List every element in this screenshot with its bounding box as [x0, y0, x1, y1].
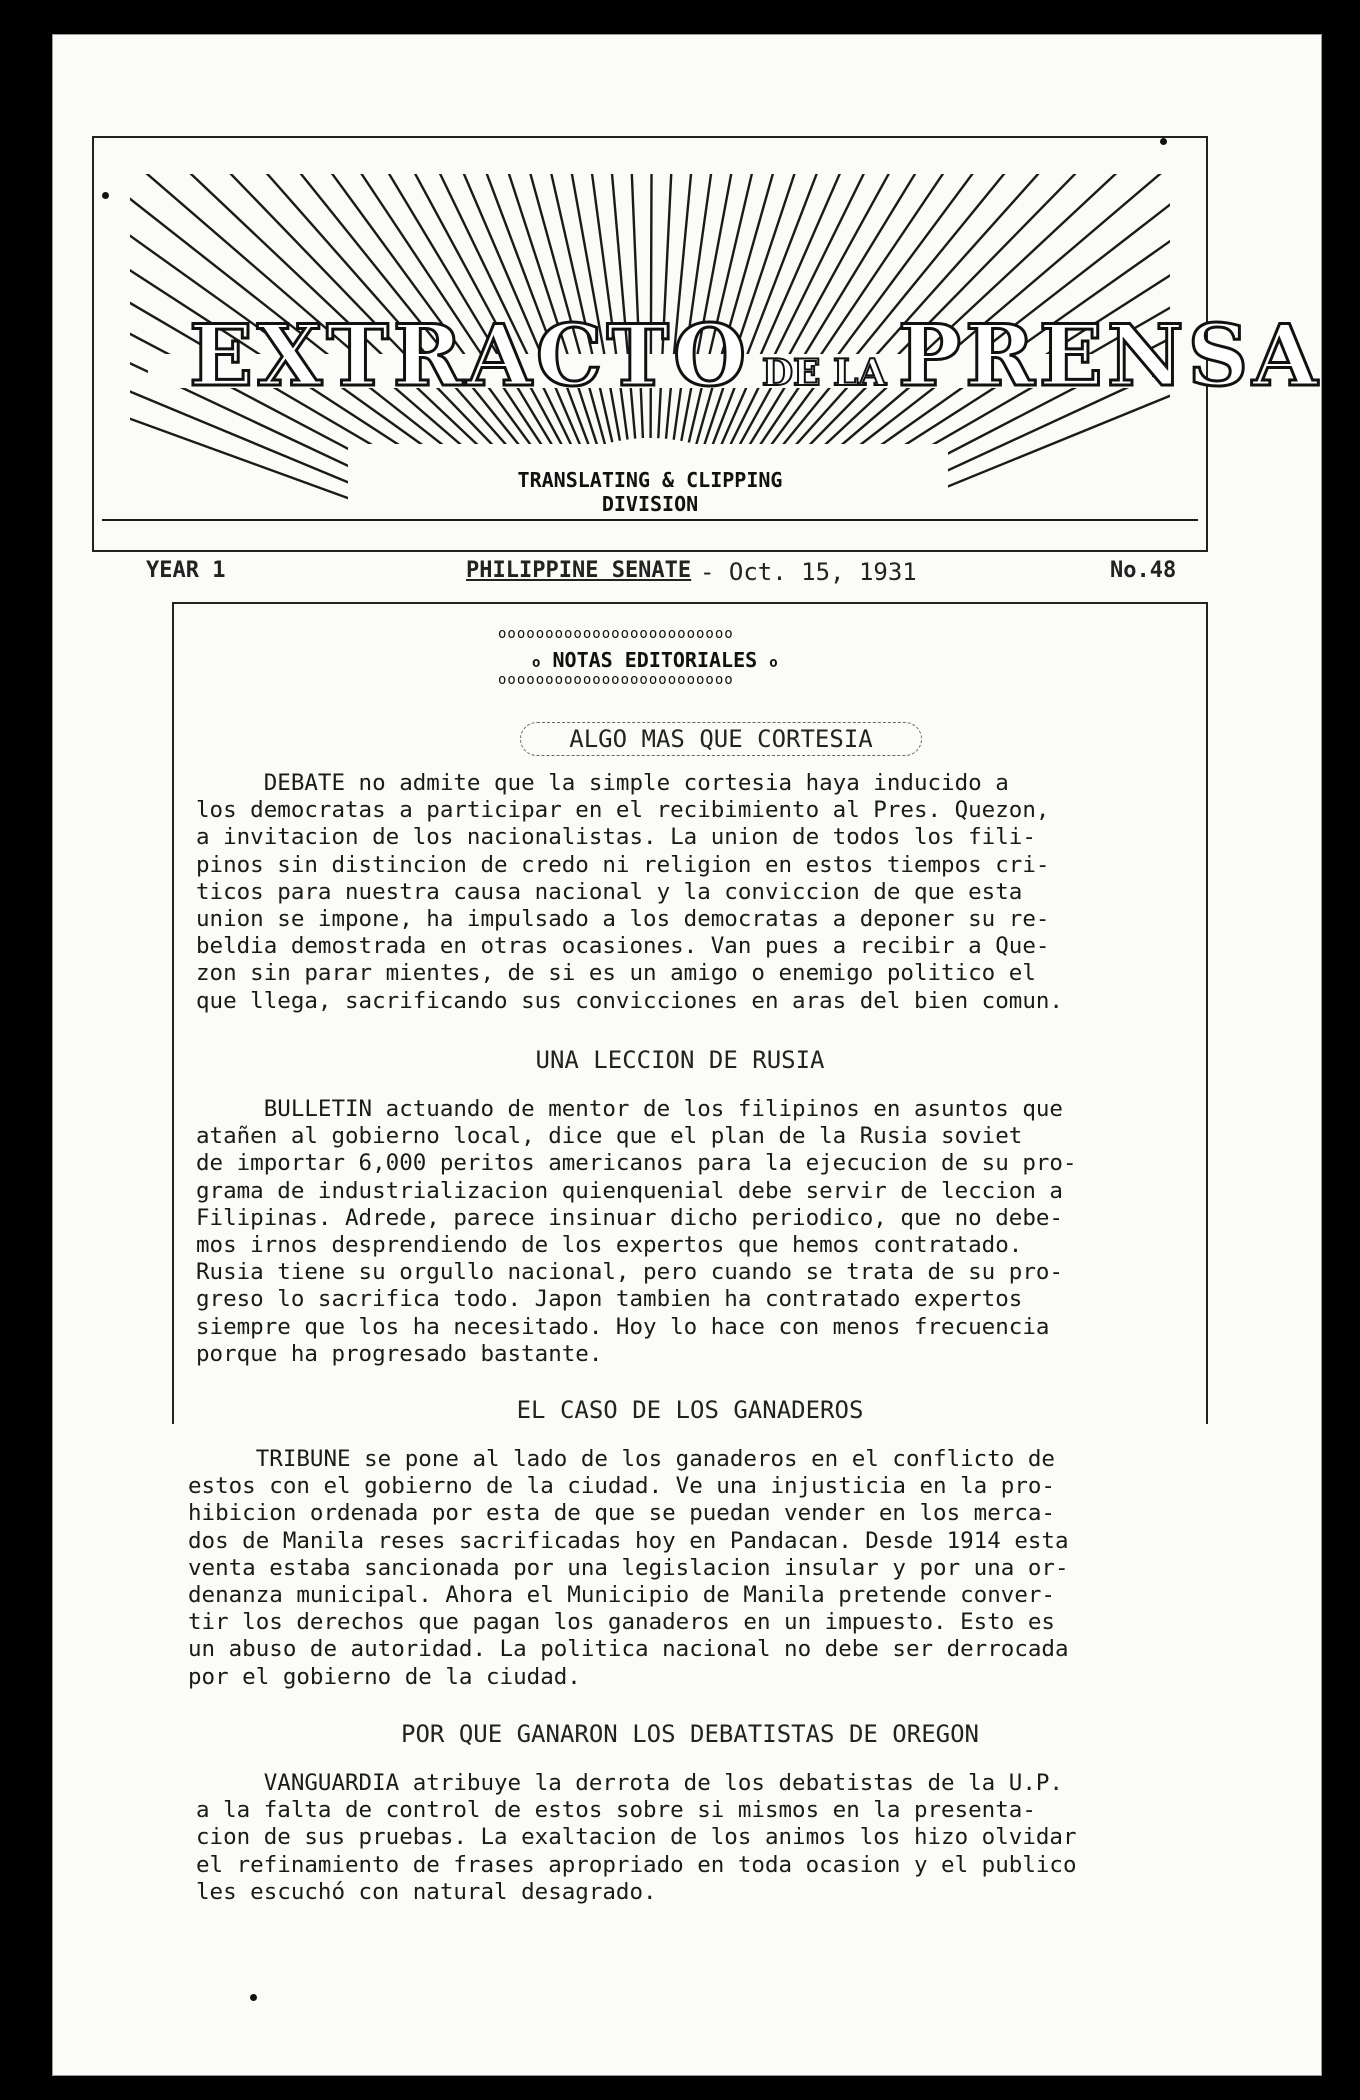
- article-heading: UNA LECCION DE RUSIA: [535, 1046, 825, 1074]
- division-line-2: DIVISION: [601, 492, 699, 516]
- article-body: BULLETIN actuando de mentor de los filipinos en asuntos que atañen al gobierno local, dice que el plan de la Rusia soviet de importar 6,000 peritos americanos para la ejecucion de su pro- grama de industrializacion quienquenial debe servir de leccion a Filipinas. Adrede, parece insinuar dicho periodico, que no debe- mos irnos desprendiendo de los expertos que hemos contratado. Rusia tiene su orgullo nacional, pero cuando se trata de su pro- greso lo sacrifica todo. Japon tambien ha contratado expertos siempre que los ha necesitado. Hoy lo hace con menos frecuencia porque ha progresado bastante.: [196, 1096, 1077, 1367]
- masthead: [92, 136, 1322, 552]
- title-part-prensa: PRENSA: [897, 306, 1322, 405]
- publisher-label: PHILIPPINE SENATE: [466, 558, 692, 583]
- article-heading: POR QUE GANARON LOS DEBATISTAS DE OREGON: [401, 1720, 979, 1748]
- title-part-de-la: DE LA: [761, 352, 887, 394]
- year-label: YEAR 1: [146, 558, 226, 583]
- punch-dot: [102, 192, 109, 199]
- circle-left: o: [532, 655, 541, 671]
- issue-number: No.48: [1110, 558, 1177, 583]
- article-heading: ALGO MAS QUE CORTESIA: [520, 722, 922, 756]
- division-line-1: TRANSLATING & CLIPPING: [517, 468, 783, 492]
- article-body: VANGUARDIA atribuye la derrota de los debatistas de la U.P. a la falta de control de estos sobre si mismos en la presenta- cion de sus pruebas. La exaltacion de los animos los hizo olvidar el refinamiento de frases apropriado en toda ocasion y el publico les escuchó con natural desagrado.: [196, 1770, 1077, 1905]
- issue-date: - Oct. 15, 1931: [700, 558, 917, 586]
- section-heading: [532, 648, 778, 672]
- punch-dot: [1160, 138, 1167, 145]
- title-part-extracto: EXTRACTO: [189, 306, 751, 405]
- article-heading: EL CASO DE LOS GANADEROS: [516, 1396, 864, 1424]
- circle-border-top: ooooooooooooooooooooooooo: [498, 626, 734, 642]
- circle-right: o: [769, 655, 778, 671]
- section-title: NOTAS EDITORIALES: [552, 648, 758, 672]
- article-body: TRIBUNE se pone al lado de los ganaderos en el conflicto de estos con el gobierno de la ciudad. Ve una injusticia en la pro- hibicion ordenada por esta de que se puedan vender en los merca- dos de Manila reses sacrificadas hoy en Pandacan. Desde 1914 esta venta estaba sancionada por una legislacion insular y por una or- denanza municipal. Ahora el Municipio de Manila pretende conver- tir los derechos que pagan los ganaderos en un impuesto. Esto es un abuso de autoridad. La politica nacional no debe ser derrocada por el gobierno de la ciudad.: [188, 1446, 1069, 1690]
- masthead-title: [189, 306, 1322, 405]
- article-body: DEBATE no admite que la simple cortesia haya inducido a los democratas a participar en el recibimiento al Pres. Quezon, a invitacion de los nacionalistas. La union de todos los fili- pinos sin distincion de credo ni religion en estos tiempos cri- ticos para nuestra causa nacional y la conviccion de que esta union se impone, ha impulsado a los democratas a deponer su re- beldia demostrada en otras ocasiones. Van pues a recibir a Que- zon sin parar mientes, de si es un amigo o enemigo politico el que llega, sacrificando sus convicciones en aras del bien comun.: [196, 770, 1063, 1014]
- circle-border-bottom: ooooooooooooooooooooooooo: [498, 672, 734, 688]
- punch-dot: [250, 1994, 257, 2001]
